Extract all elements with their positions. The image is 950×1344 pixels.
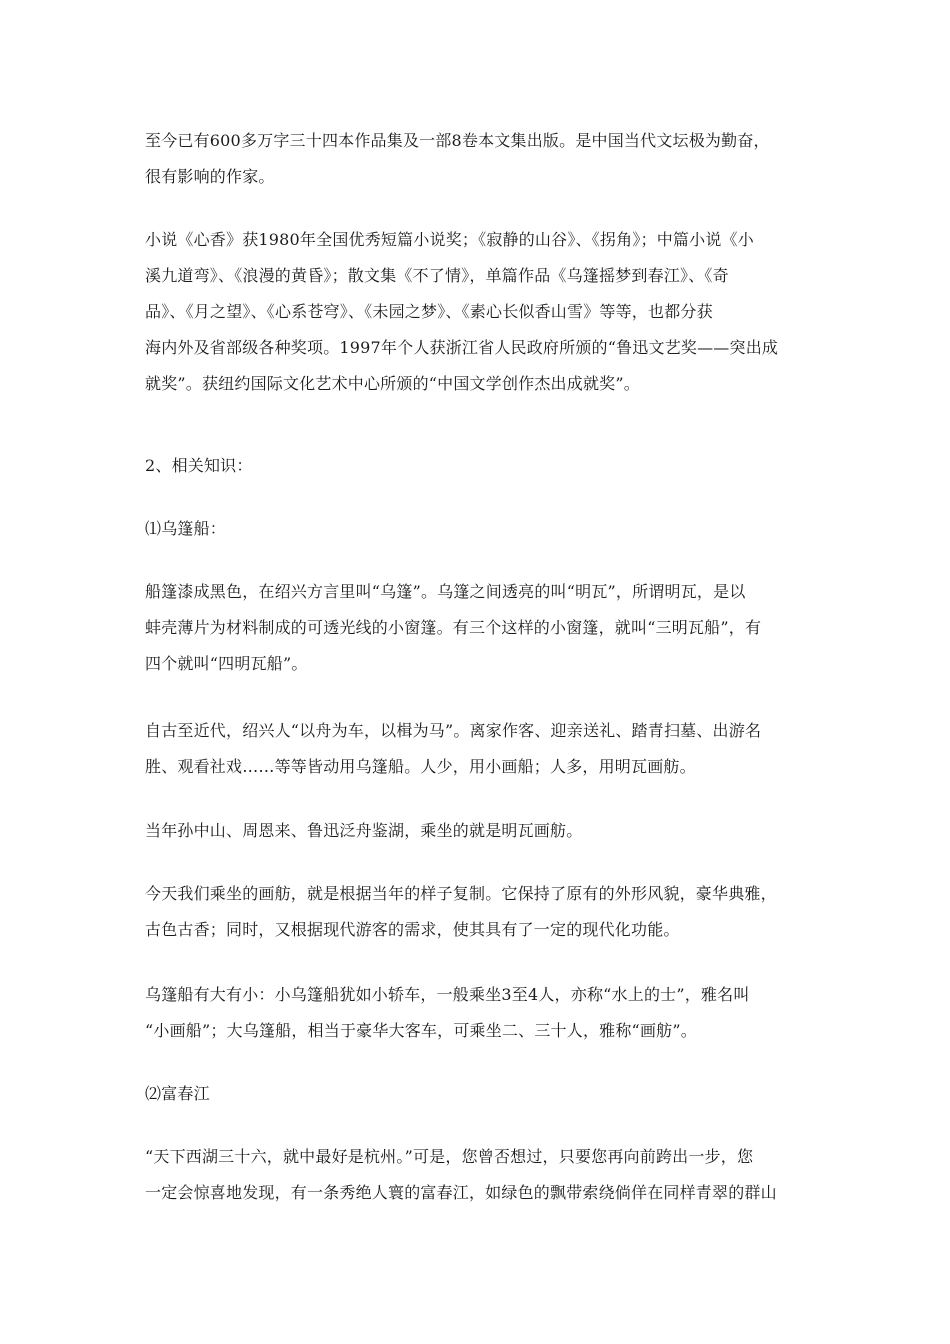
- text-line: 溪九道弯》、《浪漫的黄昏》；散文集《不了情》，单篇作品《乌篷摇梦到春江》、《奇: [145, 266, 729, 285]
- text-line: 当年孙中山、周恩来、鲁迅泛舟鉴湖，乘坐的就是明瓦画舫。: [145, 821, 583, 840]
- text-line: 胜、观看社戏……等等皆动用乌篷船。人少，用小画船；人多，用明瓦画舫。: [145, 757, 696, 776]
- paragraph-author-works: [145, 123, 813, 195]
- paragraph-historical-visitors: [145, 813, 813, 849]
- text-line: 自古至近代，绍兴人“以舟为车，以楫为马”。离家作客、迎亲送礼、踏青扫墓、出游名: [145, 721, 762, 740]
- heading-line: ⑵富春江: [145, 1084, 210, 1103]
- text-line: 今天我们乘坐的画舫，就是根据当年的样子复制。它保持了原有的外形风貌，豪华典雅，: [145, 884, 777, 903]
- paragraph-shaoxing-boats: [145, 713, 813, 785]
- text-line: 古色古香；同时，又根据现代游客的需求，使其具有了一定的现代化功能。: [145, 920, 680, 939]
- paragraph-boat-sizes: [145, 977, 813, 1049]
- paragraph-awards: [145, 222, 813, 402]
- heading-line: ⑴乌篷船：: [145, 519, 227, 538]
- text-line: 小说《心香》获1980年全国优秀短篇小说奖；《寂静的山谷》、《拐角》；中篇小说《小: [145, 230, 754, 249]
- text-line: 很有影响的作家。: [145, 167, 275, 186]
- text-line: 品》、《月之望》、《心系苍穹》、《未园之梦》、《素心长似香山雪》等等，也都分获: [145, 302, 713, 321]
- section-heading-related-knowledge: [145, 448, 813, 484]
- text-line: “天下西湖三十六，就中最好是杭州。”可是，您曾否想过，只要您再向前跨出一步，您: [145, 1147, 754, 1166]
- text-line: 至今已有600多万字三十四本作品集及一部8卷本文集出版。是中国当代文坛极为勤奋，: [145, 131, 770, 150]
- text-line: 一定会惊喜地发现，有一条秀绝人寰的富春江，如绿色的飘带索绕倘佯在同样青翠的群山: [145, 1183, 777, 1202]
- text-line: 乌篷船有大有小：小乌篷船犹如小轿车，一般乘坐3至4人，亦称“水上的士”，雅名叫: [145, 985, 750, 1004]
- subheading-fuchun-river: [145, 1076, 813, 1112]
- text-line: 海内外及省部级各种奖项。1997年个人获浙江省人民政府所颁的“鲁迅文艺奖——突出成: [145, 338, 779, 357]
- text-line: 船篷漆成黑色，在绍兴方言里叫“乌篷”。乌篷之间透亮的叫“明瓦”，所谓明瓦，是以: [145, 582, 746, 601]
- text-line: “小画船”；大乌篷船，相当于豪华大客车，可乘坐二、三十人，雅称“画舫”。: [145, 1021, 697, 1040]
- paragraph-boat-canopy: [145, 574, 813, 682]
- subheading-wupeng-boat: [145, 511, 813, 547]
- paragraph-modern-replica: [145, 876, 813, 948]
- text-line: 就奖”。获纽约国际文化艺术中心所颁的“中国文学创作杰出成就奖”。: [145, 374, 640, 393]
- heading-line: 2、相关知识：: [145, 456, 253, 475]
- text-line: 蚌壳薄片为材料制成的可透光线的小窗篷。有三个这样的小窗篷，就叫“三明瓦船”，有: [145, 618, 762, 637]
- paragraph-fuchun-river: [145, 1139, 813, 1211]
- text-line: 四个就叫“四明瓦船”。: [145, 654, 308, 673]
